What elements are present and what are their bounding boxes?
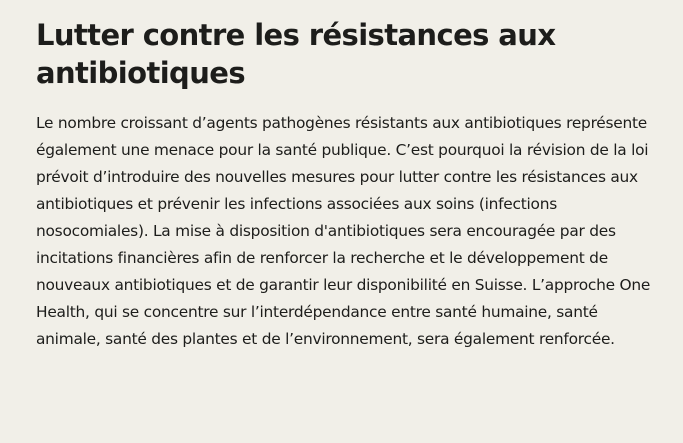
section-title: Lutter contre les résistances aux antibiotiques bbox=[36, 18, 556, 90]
section-paragraph: Le nombre croissant d’agents pathogènes résistants aux antibiotiques représente également une menace pour la santé publique. C’est pourquoi la révision de la loi prévoit d’introduire des nouvelles mesures pour lutter contre les résistances aux antibiotiques et prévenir les infections associées aux soins (infections nosocomiales). La mise à disposition d'antibiotiques sera encouragée par des incitations financières afin de renforcer la recherche et le développement de nouveaux antibiotiques et de garantir leur disponibilité en Suisse. L’approche One Health, qui se concentre sur l’interdépendance entre santé humaine, santé animale, santé des plantes et de l’environnement, sera également renforcée. bbox=[36, 114, 651, 348]
